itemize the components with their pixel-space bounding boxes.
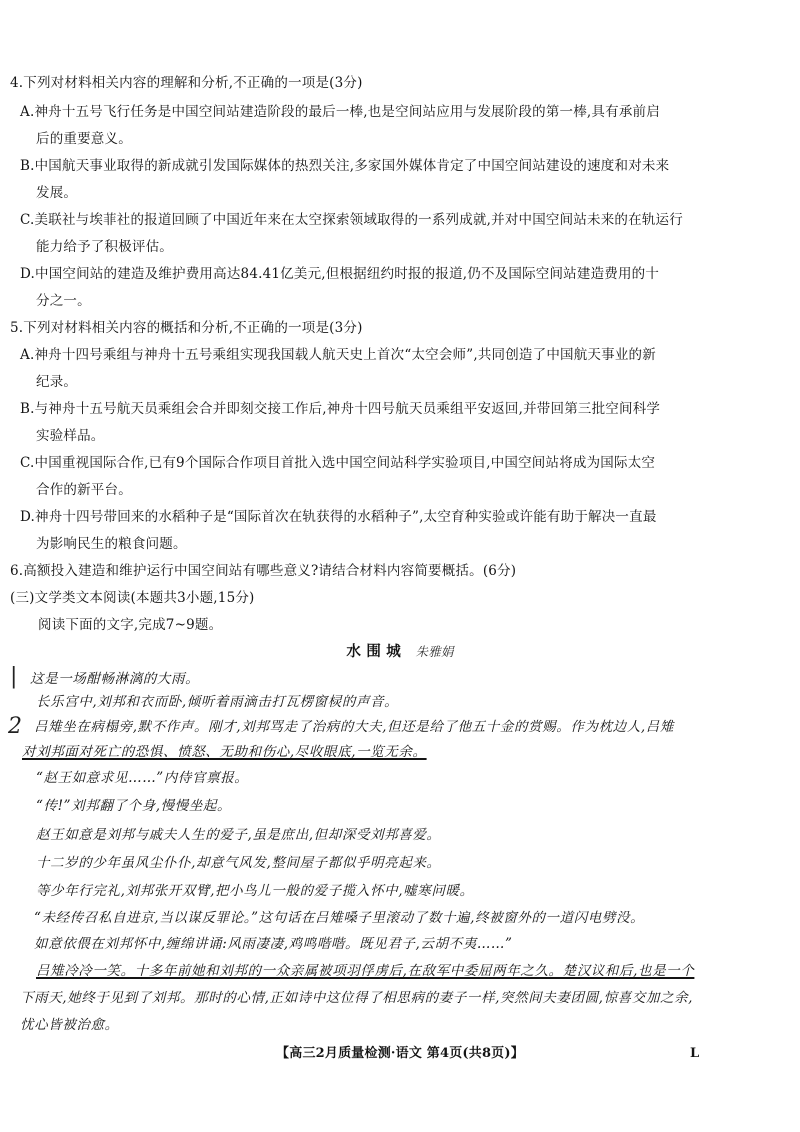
story-paragraph-11-cont: 下雨天,她终于见到了刘邦。那时的心情,正如诗中这位得了相思病的妻子一样,突然间夫妻团圆,惊喜交加之余, [20, 990, 694, 1006]
q5-option-b-cont: 实验样品。 [36, 428, 105, 444]
q4-option-c-cont: 能力给予了积极评估。 [36, 239, 173, 255]
story-paragraph-1: 这是一场酣畅淋漓的大雨。 [30, 671, 200, 687]
story-paragraph-9: “未经传召私自进京,当以谋反罪论。”这句话在吕雉嗓子里滚动了数十遍,终被窗外的一道闪电劈没。 [34, 910, 645, 926]
question-5-stem: 5.下列对材料相关内容的概括和分析,不正确的一项是(3分) [10, 320, 363, 336]
q4-option-c: C.美联社与埃菲社的报道回顾了中国近年来在太空探索领域取得的一系列成就,并对中国空间站未来的在轨运行 [20, 212, 683, 228]
story-heading [0, 643, 800, 661]
story-paragraph-5: “传!”刘邦翻了个身,慢慢坐起。 [36, 798, 232, 814]
q4-option-b: B.中国航天事业取得的新成就引发国际媒体的热烈关注,多家国外媒体肯定了中国空间站建设的速度和对未来 [20, 158, 670, 174]
story-paragraph-11-end: 忧心皆被治愈。 [20, 1017, 119, 1033]
reading-instruction: 阅读下面的文字,完成7~9题。 [38, 617, 223, 633]
page-footer: 【高三2月质量检测·语文 第4页(共8页)】 [276, 1046, 524, 1061]
q5-option-a-cont: 纪录。 [36, 374, 78, 390]
margin-mark-2-icon: 2 [8, 714, 22, 739]
q5-option-b: B.与神舟十五号航天员乘组会合并即刻交接工作后,神舟十四号航天员乘组平安返回,并带回第三批空间科学 [20, 401, 661, 417]
q5-option-c: C.中国重视国际合作,已有9个国际合作项目首批入选中国空间站科学实验项目,中国空间站将成为国际太空 [20, 455, 656, 471]
question-6-stem: 6.高额投入建造和维护运行中国空间站有哪些意义?请结合材料内容简要概括。(6分) [10, 563, 517, 579]
story-paragraph-6: 赵王如意是刘邦与戚夫人生的爱子,虽是庶出,但却深受刘邦喜爱。 [36, 827, 441, 843]
q5-option-a: A.神舟十四号乘组与神舟十五号乘组实现我国载人航天史上首次“太空会师”,共同创造了中国航天事业的新 [20, 347, 656, 363]
q4-option-a-cont: 后的重要意义。 [36, 131, 132, 147]
q4-option-d: D.中国空间站的建造及维护费用高达84.41亿美元,但根据纽约时报的报道,仍不及国际空间站建造费用的十 [20, 266, 660, 282]
story-paragraph-11: 吕雉冷冷一笑。十多年前她和刘邦的一众亲属被项羽俘虏后,在敌军中委屈两年之久。楚汉议和后,也是一个 [36, 963, 695, 979]
q5-option-d: D.神舟十四号带回来的水稻种子是“国际首次在轨获得的水稻种子”,太空育种实验或许能有助于解决一直最 [20, 509, 657, 525]
q4-option-a: A.神舟十五号飞行任务是中国空间站建造阶段的最后一棒,也是空间站应用与发展阶段的第一棒,具有承前启 [20, 104, 660, 120]
story-paragraph-3-cont: 对刘邦面对死亡的恐惧、愤怒、无助和伤心,尽收眼底,一览无余。 [22, 744, 427, 760]
margin-mark-1-icon: | [10, 664, 18, 689]
story-paragraph-4: “赵王如意求见……”内侍官禀报。 [36, 770, 249, 786]
q4-option-d-cont: 分之一。 [36, 293, 91, 309]
story-paragraph-7: 十二岁的少年虽风尘仆仆,却意气风发,整间屋子都似乎明亮起来。 [36, 855, 441, 871]
story-author: 朱雅娟 [415, 644, 454, 659]
story-paragraph-10: 如意依偎在刘邦怀中,缠绵讲诵:风雨凄凄,鸡鸣喈喈。既见君子,云胡不夷……” [34, 936, 513, 952]
section-3-heading: (三)文学类文本阅读(本题共3小题,15分) [10, 590, 255, 606]
q4-option-b-cont: 发展。 [36, 185, 78, 201]
story-paragraph-3: 吕雉坐在病榻旁,默不作声。刚才,刘邦骂走了治病的大夫,但还是给了他五十金的赏赐。作为枕边人,吕雉 [34, 719, 674, 735]
question-4-stem: 4.下列对材料相关内容的理解和分析,不正确的一项是(3分) [10, 75, 363, 91]
footer-code: L [690, 1046, 700, 1061]
story-paragraph-2: 长乐宫中,刘邦和衣而卧,倾听着雨滴击打瓦楞窗棂的声音。 [36, 694, 399, 710]
story-title: 水 围 城 [346, 643, 401, 660]
q5-option-c-cont: 合作的新平台。 [36, 482, 132, 498]
story-paragraph-8: 等少年行完礼,刘邦张开双臂,把小鸟儿一般的爱子揽入怀中,嘘寒问暖。 [36, 883, 474, 899]
q5-option-d-cont: 为影响民生的粮食问题。 [36, 536, 187, 552]
